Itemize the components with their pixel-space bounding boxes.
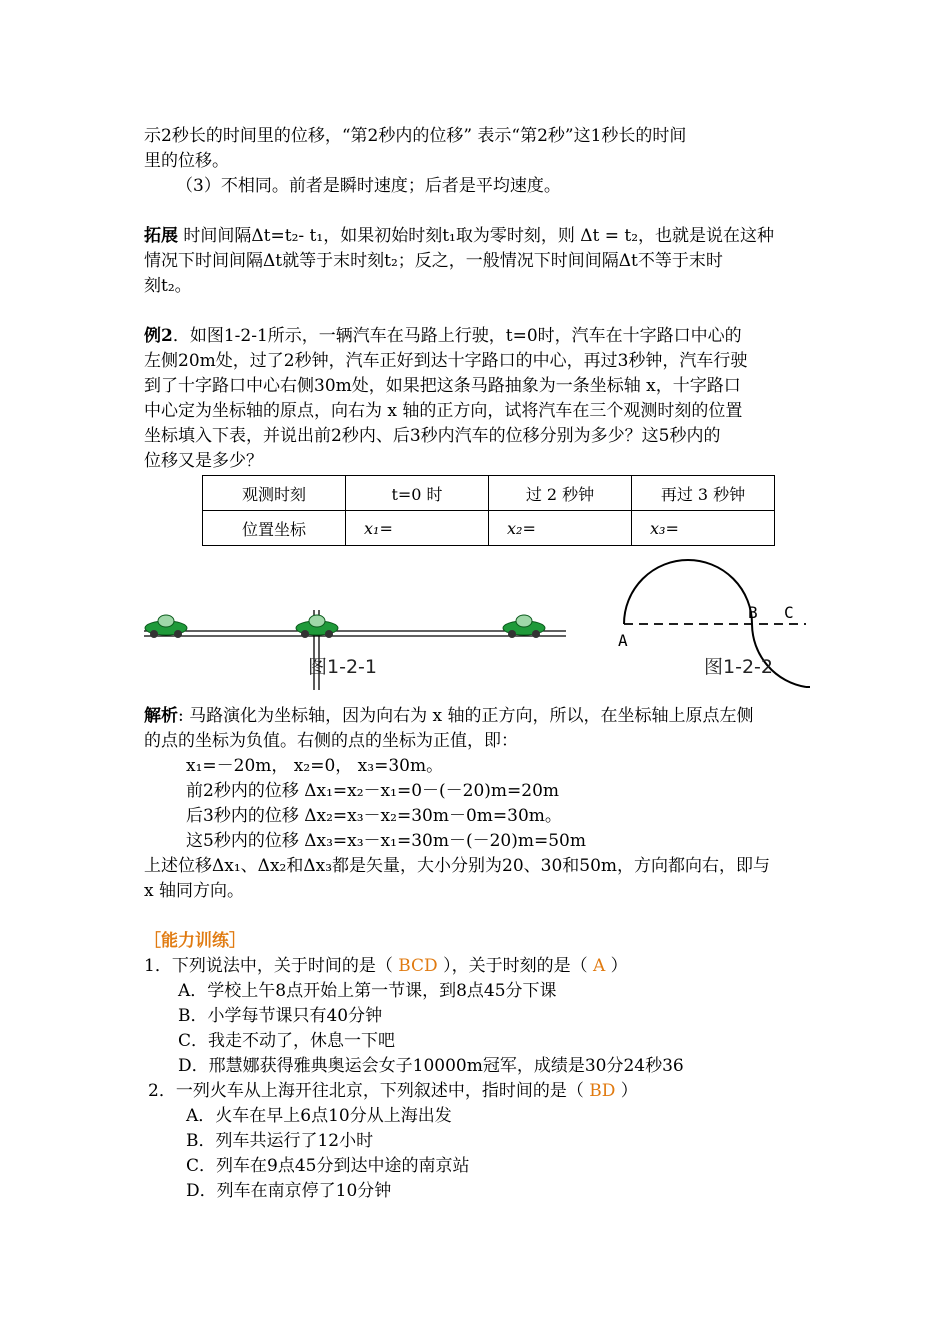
example-line: 中心定为坐标轴的原点，向右为 x 轴的正方向，试将汽车在三个观测时刻的位置 — [144, 401, 743, 421]
example-paragraph — [144, 324, 808, 349]
point-c-label: C — [784, 603, 794, 622]
option-item: C．我走不动了，休息一下吧 — [178, 1031, 396, 1051]
option-item: B．列车共运行了12小时 — [186, 1131, 374, 1151]
document-page — [144, 124, 808, 1204]
solution-label: 解析 — [144, 706, 178, 726]
figures-row — [142, 554, 808, 694]
table-header-cell: t=0 时 — [346, 476, 489, 511]
table-header-cell: 观测时刻 — [203, 476, 346, 511]
table-cell: x₂= — [489, 511, 632, 546]
example-line: 位移又是多少？ — [144, 451, 263, 471]
extension-line: 刻t₂。 — [144, 276, 192, 296]
question-text: 1．下列说法中，关于时间的是（ — [144, 956, 399, 976]
example-line: ．如图1-2-1所示，一辆汽车在马路上行驶，t=0时，汽车在十字路口中心的 — [172, 326, 742, 346]
option-item: C．列车在9点45分到达中途的南京站 — [186, 1156, 470, 1176]
training-heading: ［能力训练］ — [144, 931, 246, 951]
option-item: D．邢慧娜获得雅典奥运会女子10000m冠军，成绩是30分24秒36 — [178, 1056, 684, 1076]
question-2 — [144, 1079, 808, 1104]
example-line: 左侧20m处，过了2秒钟，汽车正好到达十字路口的中心，再过3秒钟，汽车行驶 — [144, 351, 748, 371]
answer-text: A — [593, 956, 606, 976]
upper-semicircle — [624, 560, 752, 624]
example-line: 坐标填入下表，并说出前2秒内、后3秒内汽车的位移分别为多少？这5秒内的 — [144, 426, 721, 446]
point-a-label: A — [618, 631, 628, 650]
observation-table — [202, 475, 775, 546]
extension-paragraph — [144, 224, 808, 249]
solution-line: 前2秒内的位移 Δx₁=x₂－x₁=0－(－20)m=20m — [186, 781, 560, 801]
solution-line: 后3秒内的位移 Δx₂=x₃－x₂=30m－0m=30m。 — [186, 806, 562, 826]
example-line: 到了十字路口中心右侧30m处，如果把这条马路抽象为一条坐标轴 x，十字路口 — [144, 376, 741, 396]
solution-line: x 轴同方向。 — [144, 881, 244, 901]
solution-line: 这5秒内的位移 Δx₃=x₃－x₁=30m－(－20)m=50m — [186, 831, 586, 851]
table-cell: x₃= — [632, 511, 775, 546]
solution-line: 上述位移Δx₁、Δx₂和Δx₃都是矢量，大小分别为20、30和50m，方向都向右，即与 — [144, 856, 771, 876]
option-item: D．列车在南京停了10分钟 — [186, 1181, 392, 1201]
table-header-cell: 过 2 秒钟 — [489, 476, 632, 511]
intro-line: 里的位移。 — [144, 151, 229, 171]
intro-line: （3）不相同。前者是瞬时速度；后者是平均速度。 — [176, 176, 561, 196]
table-row-label: 位置坐标 — [203, 511, 346, 546]
table-cell: x₁= — [346, 511, 489, 546]
table-row — [203, 511, 775, 546]
question-1 — [144, 954, 808, 979]
table-header-row — [203, 476, 775, 511]
point-b-label: B — [748, 603, 758, 622]
solution-line: x₁=－20m， x₂=0， x₃=30m。 — [186, 756, 444, 776]
question-text: 2．一列火车从上海开往北京，下列叙述中，指时间的是（ — [148, 1081, 590, 1101]
extension-label: 拓展 — [144, 226, 178, 246]
figure-caption: 图1-2-1 — [308, 656, 377, 678]
extension-line: 情况下时间间隔Δt就等于末时刻t₂；反之，一般情况下时间间隔Δt不等于末时 — [144, 251, 723, 271]
figure-caption: 图1-2-2 — [704, 656, 773, 678]
question-text: ） — [605, 956, 628, 976]
solution-line: : 马路演化为坐标轴，因为向右为 x 轴的正方向，所以，在坐标轴上原点左侧 — [178, 706, 754, 726]
intro-line: 示2秒长的时间里的位移，“第2秒内的位移” 表示“第2秒”这1秒长的时间 — [144, 126, 687, 146]
question-text: ），关于时刻的是（ — [437, 956, 593, 976]
option-item: B．小学每节课只有40分钟 — [178, 1006, 383, 1026]
car-icon — [145, 615, 187, 638]
answer-text: BD — [589, 1081, 616, 1101]
answer-text: BCD — [398, 956, 438, 976]
car-icon — [503, 615, 545, 638]
car-icon — [296, 615, 338, 638]
solution-line: 的点的坐标为负值。右侧的点的坐标为正值，即： — [144, 731, 518, 751]
question-text: ） — [615, 1081, 638, 1101]
option-item: A．学校上午8点开始上第一节课，到8点45分下课 — [178, 981, 557, 1001]
solution-paragraph — [144, 704, 808, 729]
table-header-cell: 再过 3 秒钟 — [632, 476, 775, 511]
example-label: 例2 — [144, 326, 173, 346]
option-item: A．火车在早上6点10分从上海出发 — [186, 1106, 452, 1126]
extension-line: 时间间隔Δt=t₂- t₁，如果初始时刻t₁取为零时刻，则 Δt = t₂，也就是说在这种 — [178, 226, 775, 246]
